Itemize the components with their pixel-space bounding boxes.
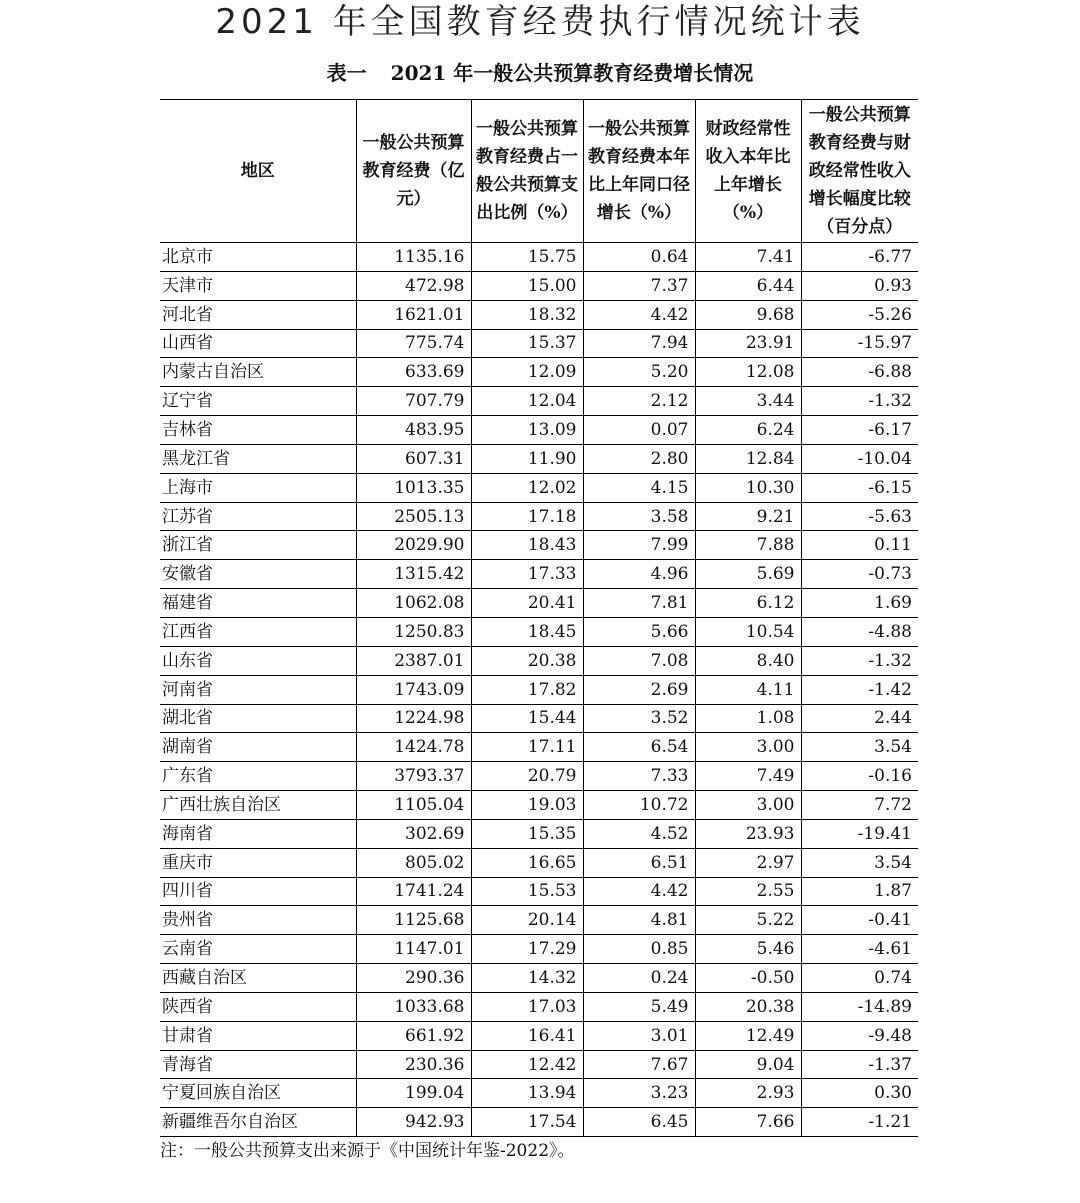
cell-expenditure: 483.95 bbox=[356, 416, 471, 445]
cell-expenditure: 1621.01 bbox=[356, 300, 471, 329]
table-row bbox=[160, 819, 918, 848]
cell-region: 广西壮族自治区 bbox=[160, 791, 356, 820]
cell-share: 18.45 bbox=[471, 617, 583, 646]
cell-expenditure: 775.74 bbox=[356, 329, 471, 358]
cell-expenditure: 472.98 bbox=[356, 271, 471, 300]
cell-share: 16.65 bbox=[471, 848, 583, 877]
cell-revenue-growth: 5.69 bbox=[695, 560, 801, 589]
cell-region: 内蒙古自治区 bbox=[160, 358, 356, 387]
cell-growth: 7.33 bbox=[583, 762, 695, 791]
cell-region: 安徽省 bbox=[160, 560, 356, 589]
cell-growth: 5.20 bbox=[583, 358, 695, 387]
table-row bbox=[160, 243, 918, 272]
cell-comparison: -0.16 bbox=[801, 762, 918, 791]
cell-expenditure: 1741.24 bbox=[356, 877, 471, 906]
cell-revenue-growth: 2.97 bbox=[695, 848, 801, 877]
table-row bbox=[160, 964, 918, 993]
cell-comparison: -1.42 bbox=[801, 675, 918, 704]
budget-table bbox=[160, 99, 918, 1137]
cell-comparison: 0.74 bbox=[801, 964, 918, 993]
cell-share: 17.33 bbox=[471, 560, 583, 589]
cell-growth: 0.07 bbox=[583, 416, 695, 445]
header-growth: 一般公共预算教育经费本年比上年同口径增长（%） bbox=[583, 100, 695, 243]
cell-region: 辽宁省 bbox=[160, 387, 356, 416]
cell-comparison: -0.41 bbox=[801, 906, 918, 935]
cell-expenditure: 1743.09 bbox=[356, 675, 471, 704]
table-row bbox=[160, 1021, 918, 1050]
cell-comparison: 0.30 bbox=[801, 1079, 918, 1108]
header-region: 地区 bbox=[160, 100, 356, 243]
table-title-text: 2021 年一般公共预算教育经费增长情况 bbox=[390, 61, 754, 85]
table-row bbox=[160, 992, 918, 1021]
cell-revenue-growth: 9.21 bbox=[695, 502, 801, 531]
cell-share: 15.75 bbox=[471, 243, 583, 272]
cell-comparison: -10.04 bbox=[801, 444, 918, 473]
cell-growth: 0.24 bbox=[583, 964, 695, 993]
cell-growth: 4.42 bbox=[583, 877, 695, 906]
cell-comparison: -5.26 bbox=[801, 300, 918, 329]
cell-revenue-growth: 20.38 bbox=[695, 992, 801, 1021]
table-row bbox=[160, 646, 918, 675]
cell-comparison: 0.93 bbox=[801, 271, 918, 300]
table-row bbox=[160, 675, 918, 704]
page-title: 2021 年全国教育经费执行情况统计表 bbox=[215, 2, 865, 42]
cell-region: 宁夏回族自治区 bbox=[160, 1079, 356, 1108]
table-row bbox=[160, 589, 918, 618]
cell-expenditure: 1424.78 bbox=[356, 733, 471, 762]
cell-revenue-growth: 2.93 bbox=[695, 1079, 801, 1108]
cell-growth: 7.37 bbox=[583, 271, 695, 300]
cell-share: 17.29 bbox=[471, 935, 583, 964]
table-row bbox=[160, 733, 918, 762]
cell-expenditure: 707.79 bbox=[356, 387, 471, 416]
header-revenue-growth: 财政经常性收入本年比上年增长（%） bbox=[695, 100, 801, 243]
cell-growth: 10.72 bbox=[583, 791, 695, 820]
cell-revenue-growth: -0.50 bbox=[695, 964, 801, 993]
cell-expenditure: 1147.01 bbox=[356, 935, 471, 964]
header-expenditure: 一般公共预算教育经费（亿元） bbox=[356, 100, 471, 243]
cell-share: 13.94 bbox=[471, 1079, 583, 1108]
cell-expenditure: 1013.35 bbox=[356, 473, 471, 502]
cell-region: 江西省 bbox=[160, 617, 356, 646]
table-row bbox=[160, 848, 918, 877]
cell-growth: 6.45 bbox=[583, 1108, 695, 1137]
cell-region: 山东省 bbox=[160, 646, 356, 675]
cell-region: 贵州省 bbox=[160, 906, 356, 935]
cell-growth: 4.52 bbox=[583, 819, 695, 848]
cell-revenue-growth: 2.55 bbox=[695, 877, 801, 906]
cell-share: 17.11 bbox=[471, 733, 583, 762]
cell-growth: 2.12 bbox=[583, 387, 695, 416]
header-row bbox=[160, 100, 918, 243]
table-row bbox=[160, 617, 918, 646]
cell-comparison: 3.54 bbox=[801, 733, 918, 762]
table-row bbox=[160, 358, 918, 387]
cell-expenditure: 1125.68 bbox=[356, 906, 471, 935]
cell-comparison: -1.32 bbox=[801, 387, 918, 416]
cell-share: 18.43 bbox=[471, 531, 583, 560]
cell-revenue-growth: 7.41 bbox=[695, 243, 801, 272]
cell-share: 17.18 bbox=[471, 502, 583, 531]
cell-comparison: -19.41 bbox=[801, 819, 918, 848]
cell-region: 陕西省 bbox=[160, 992, 356, 1021]
cell-region: 北京市 bbox=[160, 243, 356, 272]
cell-expenditure: 607.31 bbox=[356, 444, 471, 473]
cell-share: 17.82 bbox=[471, 675, 583, 704]
cell-comparison: -4.88 bbox=[801, 617, 918, 646]
footnote: 注：一般公共预算支出来源于《中国统计年鉴-2022》。 bbox=[160, 1141, 575, 1161]
cell-growth: 5.66 bbox=[583, 617, 695, 646]
table-row bbox=[160, 444, 918, 473]
cell-share: 17.54 bbox=[471, 1108, 583, 1137]
cell-region: 重庆市 bbox=[160, 848, 356, 877]
cell-revenue-growth: 7.66 bbox=[695, 1108, 801, 1137]
cell-revenue-growth: 5.22 bbox=[695, 906, 801, 935]
cell-growth: 0.85 bbox=[583, 935, 695, 964]
cell-share: 19.03 bbox=[471, 791, 583, 820]
cell-region: 山西省 bbox=[160, 329, 356, 358]
cell-growth: 2.80 bbox=[583, 444, 695, 473]
cell-revenue-growth: 6.12 bbox=[695, 589, 801, 618]
cell-region: 上海市 bbox=[160, 473, 356, 502]
cell-growth: 3.23 bbox=[583, 1079, 695, 1108]
cell-growth: 7.67 bbox=[583, 1050, 695, 1079]
table-row bbox=[160, 906, 918, 935]
cell-comparison: 7.72 bbox=[801, 791, 918, 820]
cell-revenue-growth: 8.40 bbox=[695, 646, 801, 675]
table-row bbox=[160, 762, 918, 791]
cell-share: 12.02 bbox=[471, 473, 583, 502]
cell-share: 13.09 bbox=[471, 416, 583, 445]
cell-expenditure: 2387.01 bbox=[356, 646, 471, 675]
cell-growth: 6.51 bbox=[583, 848, 695, 877]
table-row bbox=[160, 791, 918, 820]
table-row bbox=[160, 531, 918, 560]
cell-comparison: 0.11 bbox=[801, 531, 918, 560]
cell-growth: 3.01 bbox=[583, 1021, 695, 1050]
cell-comparison: -15.97 bbox=[801, 329, 918, 358]
cell-growth: 4.15 bbox=[583, 473, 695, 502]
header-share: 一般公共预算教育经费占一般公共预算支出比例（%） bbox=[471, 100, 583, 243]
cell-expenditure: 2505.13 bbox=[356, 502, 471, 531]
table-row bbox=[160, 560, 918, 589]
cell-region: 河南省 bbox=[160, 675, 356, 704]
cell-revenue-growth: 6.24 bbox=[695, 416, 801, 445]
table-row bbox=[160, 1108, 918, 1137]
cell-expenditure: 661.92 bbox=[356, 1021, 471, 1050]
cell-share: 15.00 bbox=[471, 271, 583, 300]
table-label: 表一 bbox=[326, 61, 367, 85]
cell-comparison: -14.89 bbox=[801, 992, 918, 1021]
cell-revenue-growth: 3.44 bbox=[695, 387, 801, 416]
cell-comparison: -4.61 bbox=[801, 935, 918, 964]
cell-revenue-growth: 23.93 bbox=[695, 819, 801, 848]
cell-growth: 2.69 bbox=[583, 675, 695, 704]
cell-comparison: -6.88 bbox=[801, 358, 918, 387]
cell-share: 16.41 bbox=[471, 1021, 583, 1050]
cell-share: 12.04 bbox=[471, 387, 583, 416]
cell-share: 12.42 bbox=[471, 1050, 583, 1079]
cell-region: 江苏省 bbox=[160, 502, 356, 531]
cell-expenditure: 1250.83 bbox=[356, 617, 471, 646]
cell-expenditure: 1105.04 bbox=[356, 791, 471, 820]
cell-revenue-growth: 5.46 bbox=[695, 935, 801, 964]
cell-share: 12.09 bbox=[471, 358, 583, 387]
cell-expenditure: 1224.98 bbox=[356, 704, 471, 733]
table-row bbox=[160, 416, 918, 445]
cell-comparison: -6.17 bbox=[801, 416, 918, 445]
cell-growth: 3.52 bbox=[583, 704, 695, 733]
cell-revenue-growth: 12.49 bbox=[695, 1021, 801, 1050]
cell-region: 西藏自治区 bbox=[160, 964, 356, 993]
table-title bbox=[0, 58, 1080, 88]
cell-revenue-growth: 7.49 bbox=[695, 762, 801, 791]
cell-revenue-growth: 7.88 bbox=[695, 531, 801, 560]
cell-revenue-growth: 23.91 bbox=[695, 329, 801, 358]
cell-region: 甘肃省 bbox=[160, 1021, 356, 1050]
cell-comparison: 3.54 bbox=[801, 848, 918, 877]
cell-region: 吉林省 bbox=[160, 416, 356, 445]
table-row bbox=[160, 300, 918, 329]
cell-region: 新疆维吾尔自治区 bbox=[160, 1108, 356, 1137]
cell-region: 云南省 bbox=[160, 935, 356, 964]
cell-region: 四川省 bbox=[160, 877, 356, 906]
cell-share: 11.90 bbox=[471, 444, 583, 473]
cell-expenditure: 1062.08 bbox=[356, 589, 471, 618]
cell-growth: 5.49 bbox=[583, 992, 695, 1021]
cell-share: 20.14 bbox=[471, 906, 583, 935]
cell-expenditure: 1135.16 bbox=[356, 243, 471, 272]
table-row bbox=[160, 387, 918, 416]
table-row bbox=[160, 1050, 918, 1079]
cell-revenue-growth: 12.84 bbox=[695, 444, 801, 473]
cell-growth: 6.54 bbox=[583, 733, 695, 762]
cell-revenue-growth: 6.44 bbox=[695, 271, 801, 300]
cell-share: 15.53 bbox=[471, 877, 583, 906]
header-comparison: 一般公共预算教育经费与财政经常性收入增长幅度比较（百分点） bbox=[801, 100, 918, 243]
cell-comparison: -6.77 bbox=[801, 243, 918, 272]
cell-share: 20.38 bbox=[471, 646, 583, 675]
cell-share: 15.37 bbox=[471, 329, 583, 358]
cell-expenditure: 3793.37 bbox=[356, 762, 471, 791]
cell-share: 14.32 bbox=[471, 964, 583, 993]
cell-growth: 7.99 bbox=[583, 531, 695, 560]
cell-growth: 3.58 bbox=[583, 502, 695, 531]
cell-revenue-growth: 9.68 bbox=[695, 300, 801, 329]
cell-growth: 7.94 bbox=[583, 329, 695, 358]
cell-growth: 0.64 bbox=[583, 243, 695, 272]
table-body bbox=[160, 243, 918, 1137]
cell-comparison: 1.69 bbox=[801, 589, 918, 618]
cell-revenue-growth: 10.30 bbox=[695, 473, 801, 502]
cell-growth: 4.42 bbox=[583, 300, 695, 329]
cell-region: 湖南省 bbox=[160, 733, 356, 762]
cell-expenditure: 199.04 bbox=[356, 1079, 471, 1108]
cell-growth: 7.81 bbox=[583, 589, 695, 618]
cell-share: 15.35 bbox=[471, 819, 583, 848]
cell-expenditure: 942.93 bbox=[356, 1108, 471, 1137]
cell-region: 浙江省 bbox=[160, 531, 356, 560]
cell-expenditure: 1033.68 bbox=[356, 992, 471, 1021]
cell-comparison: 2.44 bbox=[801, 704, 918, 733]
table-row bbox=[160, 1079, 918, 1108]
cell-region: 天津市 bbox=[160, 271, 356, 300]
cell-revenue-growth: 9.04 bbox=[695, 1050, 801, 1079]
cell-region: 青海省 bbox=[160, 1050, 356, 1079]
cell-revenue-growth: 10.54 bbox=[695, 617, 801, 646]
cell-revenue-growth: 3.00 bbox=[695, 791, 801, 820]
cell-share: 20.41 bbox=[471, 589, 583, 618]
cell-comparison: 1.87 bbox=[801, 877, 918, 906]
cell-share: 15.44 bbox=[471, 704, 583, 733]
cell-expenditure: 302.69 bbox=[356, 819, 471, 848]
table-row bbox=[160, 877, 918, 906]
cell-expenditure: 805.02 bbox=[356, 848, 471, 877]
cell-comparison: -5.63 bbox=[801, 502, 918, 531]
cell-growth: 4.96 bbox=[583, 560, 695, 589]
table-row bbox=[160, 473, 918, 502]
table-row bbox=[160, 704, 918, 733]
cell-comparison: -6.15 bbox=[801, 473, 918, 502]
cell-share: 18.32 bbox=[471, 300, 583, 329]
cell-comparison: -1.37 bbox=[801, 1050, 918, 1079]
cell-revenue-growth: 1.08 bbox=[695, 704, 801, 733]
cell-comparison: -9.48 bbox=[801, 1021, 918, 1050]
cell-region: 海南省 bbox=[160, 819, 356, 848]
cell-share: 20.79 bbox=[471, 762, 583, 791]
table-row bbox=[160, 502, 918, 531]
table-row bbox=[160, 935, 918, 964]
cell-revenue-growth: 3.00 bbox=[695, 733, 801, 762]
cell-expenditure: 633.69 bbox=[356, 358, 471, 387]
cell-expenditure: 290.36 bbox=[356, 964, 471, 993]
cell-growth: 7.08 bbox=[583, 646, 695, 675]
cell-expenditure: 2029.90 bbox=[356, 531, 471, 560]
table-row bbox=[160, 329, 918, 358]
cell-comparison: -1.32 bbox=[801, 646, 918, 675]
table-row bbox=[160, 271, 918, 300]
cell-comparison: -1.21 bbox=[801, 1108, 918, 1137]
cell-revenue-growth: 12.08 bbox=[695, 358, 801, 387]
cell-share: 17.03 bbox=[471, 992, 583, 1021]
cell-region: 湖北省 bbox=[160, 704, 356, 733]
cell-region: 河北省 bbox=[160, 300, 356, 329]
cell-expenditure: 1315.42 bbox=[356, 560, 471, 589]
cell-revenue-growth: 4.11 bbox=[695, 675, 801, 704]
cell-expenditure: 230.36 bbox=[356, 1050, 471, 1079]
cell-region: 黑龙江省 bbox=[160, 444, 356, 473]
cell-comparison: -0.73 bbox=[801, 560, 918, 589]
cell-region: 福建省 bbox=[160, 589, 356, 618]
cell-growth: 4.81 bbox=[583, 906, 695, 935]
cell-region: 广东省 bbox=[160, 762, 356, 791]
